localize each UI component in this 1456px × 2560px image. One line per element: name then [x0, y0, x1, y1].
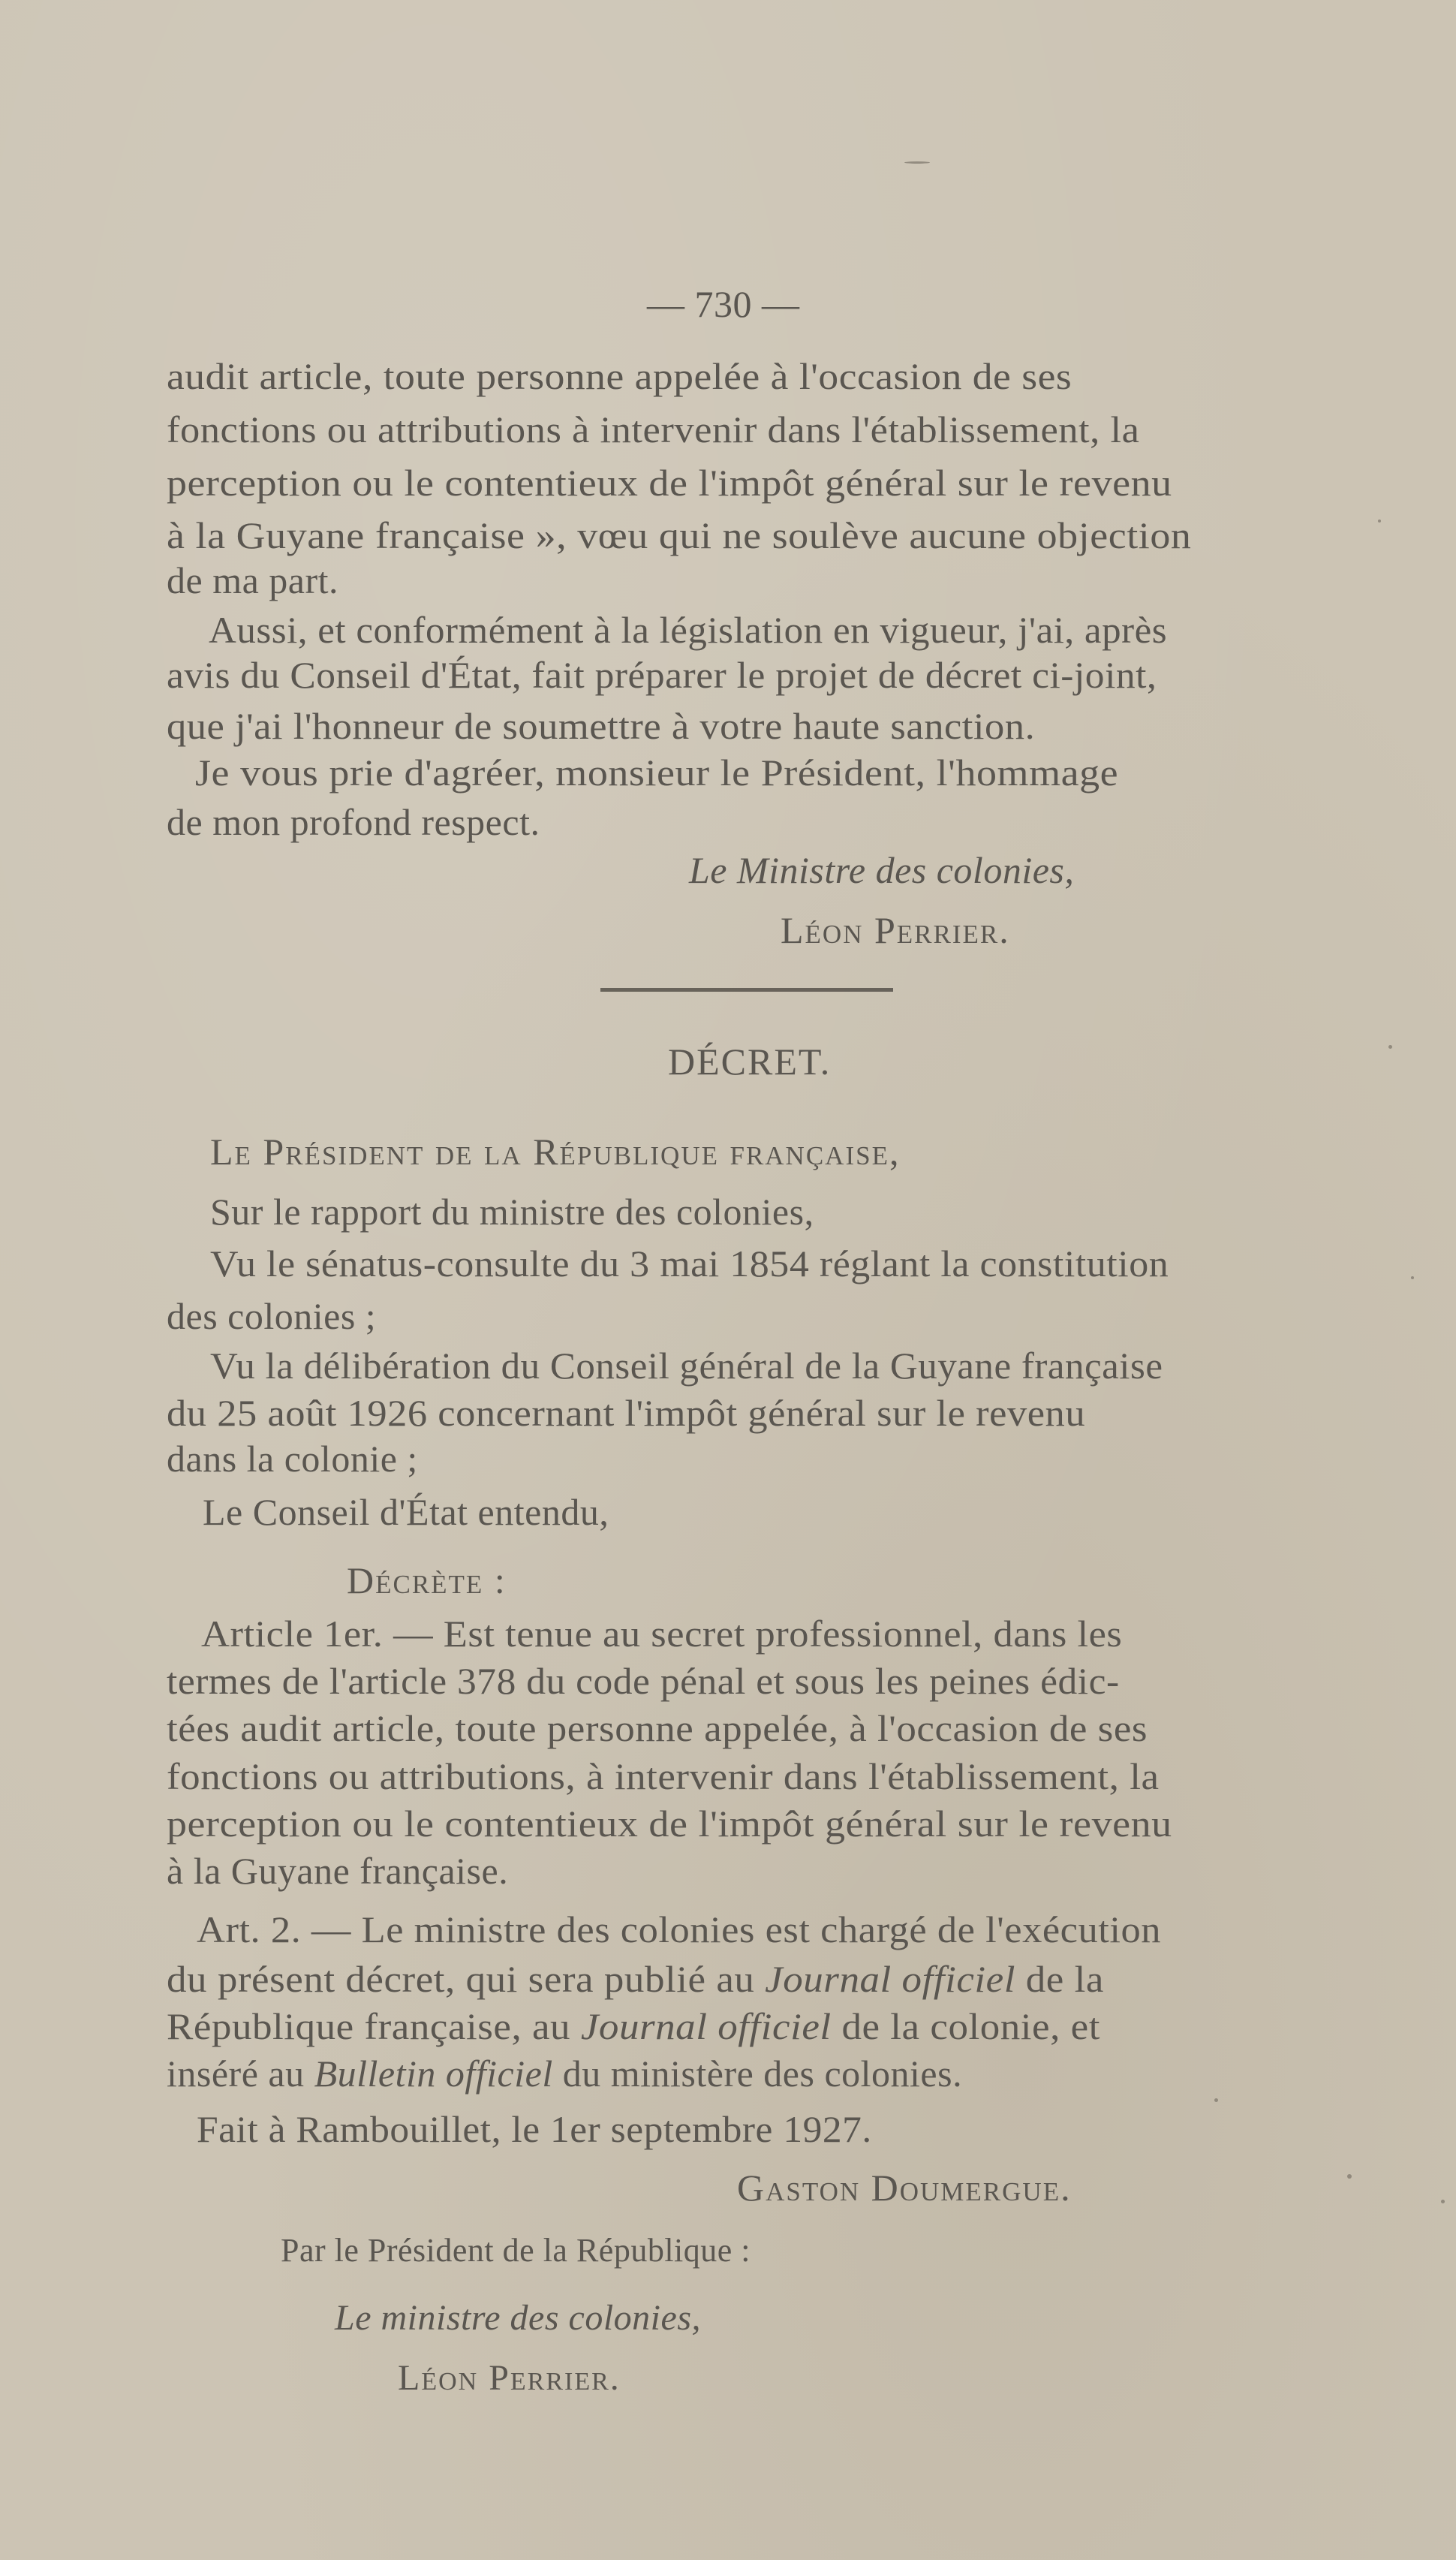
article-2-text: inséré au: [167, 2053, 314, 2095]
report-line: avis du Conseil d'État, fait préparer le projet de décret ci-joint,: [167, 654, 1157, 696]
print-speck: [904, 161, 930, 164]
bulletin-officiel-title: Bulletin officiel: [314, 2053, 553, 2095]
article-2-line: [167, 1957, 1104, 2001]
journal-officiel-title: Journal officiel: [580, 2005, 832, 2047]
report-line: que j'ai l'honneur de soumettre à votre haute sanction.: [167, 705, 1036, 747]
consideration-line: dans la colonie ;: [167, 1438, 418, 1480]
report-line: de ma part.: [167, 559, 339, 601]
article-2-text: République française, au: [167, 2005, 581, 2047]
consideration-line: Vu le sénatus-consulte du 3 mai 1854 réglant la constitution: [210, 1242, 1169, 1285]
report-line: Aussi, et conformément à la législation en vigueur, j'ai, après: [209, 609, 1168, 651]
print-speck: [1214, 2098, 1218, 2102]
decree-president: Le Président de la République française,: [210, 1131, 901, 1173]
report-line: Je vous prie d'agréer, monsieur le Président, l'hommage: [195, 751, 1119, 794]
minister-name: Léon Perrier.: [781, 909, 1010, 951]
article-2-line: Art. 2. — Le ministre des colonies est chargé de l'exécution: [197, 1908, 1162, 1950]
report-line: audit article, toute personne appelée à l'occasion de ses: [167, 355, 1072, 397]
consideration-line: Sur le rapport du ministre des colonies,: [210, 1191, 814, 1233]
print-speck: [1378, 520, 1381, 523]
report-line: perception ou le contentieux de l'impôt général sur le revenu: [167, 462, 1172, 504]
article-2-line: [167, 2004, 1100, 2048]
article-2-text: du présent décret, qui sera publié au: [167, 1958, 766, 2000]
print-speck: [1441, 2200, 1445, 2203]
consideration-line: Vu la délibération du Conseil général de la Guyane française: [210, 1345, 1163, 1387]
done-at: Fait à Rambouillet, le 1er septembre 1927.: [197, 2108, 872, 2150]
article-1-line: perception ou le contentieux de l'impôt général sur le revenu: [167, 1803, 1172, 1845]
report-line: de mon profond respect.: [167, 801, 540, 843]
separator-rule: [600, 988, 893, 992]
print-speck: [1347, 2174, 1352, 2179]
report-line: à la Guyane française », vœu qui ne soulève aucune objection: [167, 514, 1192, 556]
consideration-line: des colonies ;: [167, 1295, 377, 1337]
article-2-text: du ministère des colonies.: [552, 2053, 963, 2095]
page-number: — 730 —: [647, 283, 800, 325]
journal-officiel-title: Journal officiel: [765, 1958, 1015, 2000]
minister-title: Le Ministre des colonies,: [689, 849, 1075, 891]
article-1-line: termes de l'article 378 du code pénal et sous les peines édic-: [167, 1660, 1120, 1702]
article-1-line: Article 1er. — Est tenue au secret professionnel, dans les: [201, 1613, 1123, 1655]
article-1-line: tées audit article, toute personne appelée, à l'occasion de ses: [167, 1707, 1148, 1749]
minister-title-footer: Le ministre des colonies,: [335, 2298, 701, 2338]
minister-name-footer: Léon Perrier.: [398, 2358, 621, 2398]
decrees-label: Décrète :: [347, 1559, 507, 1601]
article-1-line: fonctions ou attributions, à intervenir dans l'établissement, la: [167, 1755, 1160, 1797]
print-speck: [1388, 1045, 1392, 1049]
article-2-text: de la: [1015, 1958, 1104, 2000]
print-speck: [1411, 1276, 1414, 1279]
article-2-line: [167, 2052, 962, 2095]
president-signature: Gaston Doumergue.: [737, 2167, 1072, 2209]
by-president: Par le Président de la République :: [281, 2232, 751, 2269]
article-2-text: de la colonie, et: [831, 2005, 1100, 2047]
consideration-line: Le Conseil d'État entendu,: [203, 1491, 609, 1533]
article-1-line: à la Guyane française.: [167, 1850, 509, 1892]
consideration-line: du 25 août 1926 concernant l'impôt général sur le revenu: [167, 1392, 1086, 1434]
report-line: fonctions ou attributions à intervenir dans l'établissement, la: [167, 408, 1140, 450]
decree-heading: DÉCRET.: [668, 1041, 832, 1083]
